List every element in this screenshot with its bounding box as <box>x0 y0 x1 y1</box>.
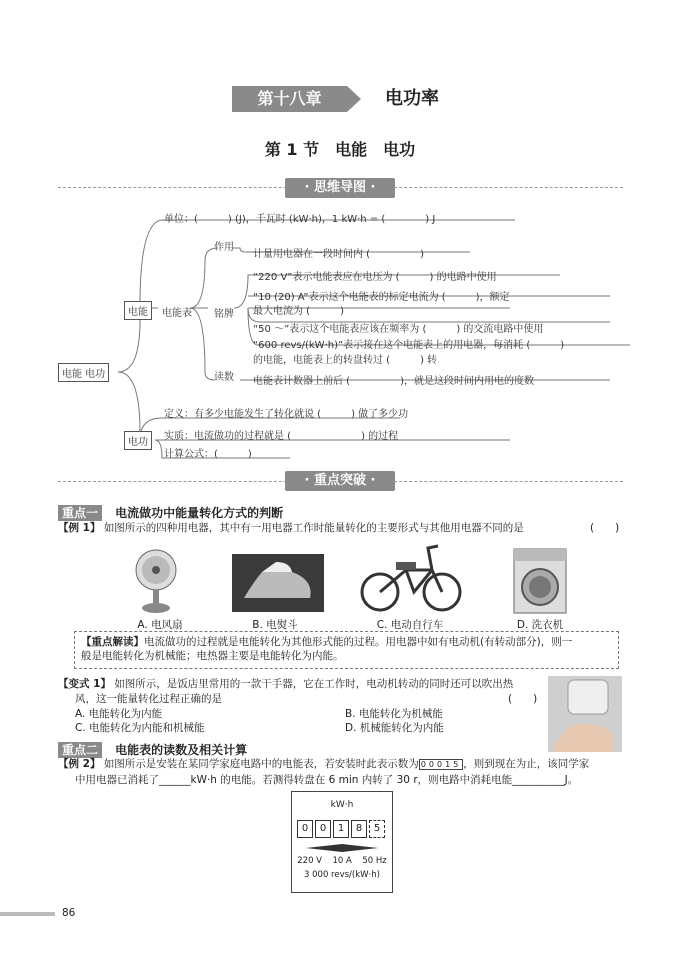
mindmap-plate-10b: 最大电流为 ( ) <box>253 306 344 317</box>
variant1-option-c: C. 电能转化为内能和机械能 <box>75 722 205 734</box>
analysis-text-2: 般是电能转化为机械能；电热器主要是电能转化为内能。 <box>81 650 344 662</box>
mindmap-plate-label: 铭牌 <box>214 309 234 320</box>
key2-header <box>58 739 247 758</box>
energy-meter <box>291 791 393 893</box>
analysis-text: 电流做功的过程就是电能转化为其他形式能的过程。用电器中如有电动机(有转动部分)，则一 <box>144 636 573 648</box>
example1-answer-paren: ( ) <box>590 522 620 534</box>
example2-question <box>58 757 638 772</box>
meter-frequency: 50 Hz <box>362 856 387 866</box>
meter-digit: 0 <box>315 820 331 838</box>
example2-label: 【例 2】 <box>58 758 101 770</box>
meter-voltage: 220 V <box>297 856 322 866</box>
mindmap-plate-600b: 的电能，电能表上的转盘转过 ( ) 转 <box>253 355 438 366</box>
meter-digit: 0 <box>297 820 313 838</box>
section-title: 第 1 节 电能 电功 <box>264 140 416 159</box>
option-d-caption: D. 洗衣机 <box>516 619 564 631</box>
option-a-caption: A. 电风扇 <box>137 619 183 631</box>
variant1-text: 如图所示，是饭店里常用的一款干手器，它在工作时，电动机转动的同时还可以吹出热 <box>114 678 514 690</box>
variant1-label: 【变式 1】 <box>58 678 111 690</box>
mindmap-read-text: 电能表计数器上前后 ( )，就是这段时间内用电的度数 <box>253 376 534 387</box>
mindmap-plate-220: “220 V”表示电能表应在电压为 ( ) 的电路中使用 <box>253 272 497 283</box>
example2-text-2: 中用电器已消耗了______kW·h 的电能。若测得转盘在 6 min 内转了 30 r，则电路中消耗电能__________J。 <box>75 774 579 786</box>
mindmap-unit: 单位：( ) (J)，千瓦时 (kW·h)，1 kW·h = ( ) J <box>164 214 436 225</box>
mindmap-read-label: 读数 <box>214 372 234 383</box>
meter-digit: 8 <box>351 820 367 838</box>
mindmap-banner: · 思维导图 · <box>285 178 395 198</box>
analysis-box <box>74 631 619 669</box>
example2-text-b: ，则到现在为止，该同学家 <box>463 758 590 770</box>
example1-question <box>58 521 558 535</box>
variant1-text-2: 风，这一能量转化过程正确的是 <box>75 693 222 705</box>
meter-revs: 3 000 revs/(kW·h) <box>304 870 380 880</box>
chapter-arrow-decoration <box>347 86 361 112</box>
washing-machine-image <box>512 547 568 615</box>
page-number: 86 <box>62 907 76 919</box>
meter-digit: 5 <box>369 820 385 838</box>
meter-digit: 1 <box>333 820 349 838</box>
mindmap-node-energy: 电能 <box>124 301 152 320</box>
analysis-label: 【重点解读】 <box>81 636 144 648</box>
key2-label: 重点二 <box>58 742 102 758</box>
option-b-caption: B. 电熨斗 <box>252 619 298 631</box>
variant1-option-d: D. 机械能转化为内能 <box>345 722 444 734</box>
key2-title: 电能表的读数及相关计算 <box>115 743 248 757</box>
mindmap-work-formula: 计算公式：( ) <box>164 449 252 460</box>
example2-text: 如图所示是安装在某同学家庭电路中的电能表，若安装时此表示数为 <box>103 758 419 770</box>
key-banner: · 重点突破 · <box>285 471 395 491</box>
chapter-label: 第十八章 <box>232 86 347 112</box>
ebike-image <box>358 540 463 612</box>
mindmap-work-def: 定义：有多少电能发生了转化就说 ( ) 做了多少功 <box>164 409 409 420</box>
footer-bar <box>0 912 55 916</box>
meter-digits <box>292 816 392 838</box>
variant1-answer-paren: ( ) <box>508 693 538 705</box>
mindmap-node-meter: 电能表 <box>162 308 192 319</box>
variant1-question <box>58 677 548 691</box>
mindmap-work-essence: 实质：电流做功的过程就是 ( ) 的过程 <box>164 431 399 442</box>
install-reading: 00015 <box>420 760 462 769</box>
variant1-option-b: B. 电能转化为机械能 <box>345 708 443 720</box>
option-c-caption: C. 电动自行车 <box>376 619 444 631</box>
key1-header <box>58 502 283 521</box>
mindmap-plate-50: “50 ～”表示这个电能表应该在频率为 ( ) 的交流电路中使用 <box>253 324 544 335</box>
iron-image <box>232 554 324 612</box>
mindmap-node-work: 电功 <box>124 431 152 450</box>
hand-dryer-image <box>548 676 622 752</box>
mindmap-use-label: 作用 <box>214 242 234 253</box>
key1-title: 电流做功中能量转化方式的判断 <box>115 506 284 520</box>
variant1-option-a: A. 电能转化为内能 <box>75 708 163 720</box>
meter-unit: kW·h <box>330 800 354 810</box>
example1-text: 如图所示的四种用电器，其中有一用电器工作时能量转化的主要形式与其他用电器不同的是 <box>103 522 524 534</box>
mindmap-root: 电能 电功 <box>58 363 109 382</box>
fan-image <box>131 548 181 616</box>
key1-label: 重点一 <box>58 505 102 521</box>
meter-spec <box>292 854 392 868</box>
mindmap-plate-10a: “10 (20) A”表示这个电能表的标定电流为 ( )，额定 <box>253 292 510 303</box>
chapter-title: 电功率 <box>385 88 439 109</box>
mindmap-use-text: 计量用电器在一段时间内 ( ) <box>253 249 424 260</box>
example1-label: 【例 1】 <box>58 522 101 534</box>
meter-current: 10 A <box>332 856 352 866</box>
meter-disk-icon <box>292 842 392 854</box>
mindmap-plate-600a: “600 revs/(kW·h)”表示接在这个电能表上的用电器，每消耗 ( ) <box>253 340 565 351</box>
